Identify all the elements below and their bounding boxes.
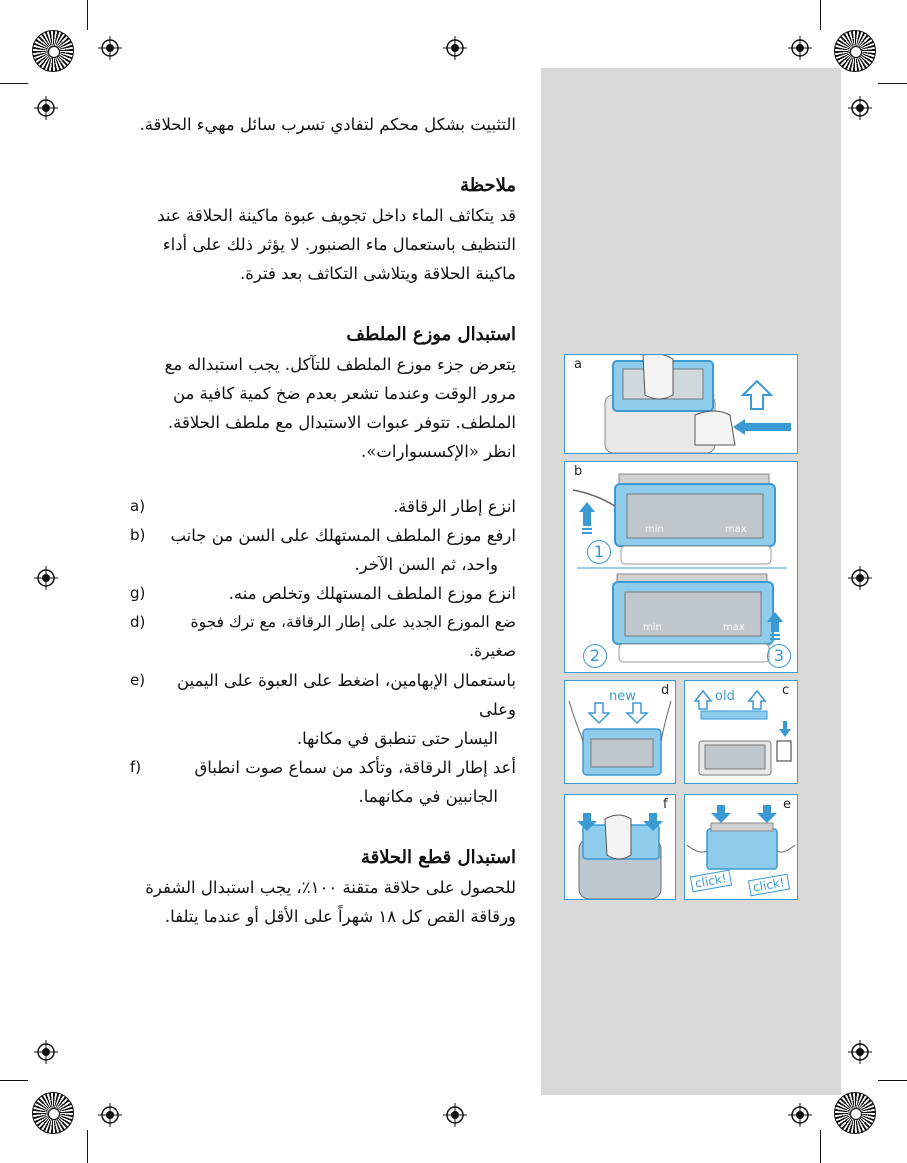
registration-mark-icon bbox=[848, 1040, 872, 1064]
min-marking: min bbox=[643, 622, 662, 633]
figure-label: e bbox=[783, 797, 791, 812]
step-text: باستعمال الإبهامين، اضغط على العبوة على اليمين وعلى bbox=[176, 671, 516, 719]
step-text: انزع موزع الملطف المستهلك وتخلص منه. bbox=[228, 584, 516, 603]
step-f bbox=[130, 753, 516, 811]
max-marking: max bbox=[725, 524, 747, 535]
instructions-text bbox=[130, 110, 516, 931]
trim-line bbox=[87, 1130, 88, 1163]
step-g bbox=[130, 579, 516, 608]
step-a bbox=[130, 492, 516, 521]
registration-mark-icon bbox=[34, 1040, 58, 1064]
registration-mark-icon bbox=[443, 36, 467, 60]
figure-label: c bbox=[782, 683, 790, 698]
step-text-continued: واحد، ثم السن الآخر. bbox=[354, 555, 498, 574]
new-label: new bbox=[609, 689, 636, 704]
figure-a bbox=[564, 354, 798, 454]
color-wheel-icon bbox=[32, 1092, 74, 1134]
old-label: old bbox=[715, 689, 735, 704]
max-marking: max bbox=[723, 622, 745, 633]
step-text: ضع الموزع الجديد على إطار الرقاقة، مع ترك فجوة صغيرة. bbox=[190, 613, 516, 660]
step-number-3: 3 bbox=[767, 644, 791, 668]
figure-label: b bbox=[574, 464, 583, 479]
figure-label: f bbox=[663, 797, 668, 812]
accessories-reference: انظر «الإكسسوارات». bbox=[361, 442, 516, 461]
registration-mark-icon bbox=[34, 566, 58, 590]
click-label-right: click! bbox=[748, 874, 790, 897]
trim-line bbox=[0, 1080, 28, 1081]
note-paragraph: قد يتكاثف الماء داخل تجويف عبوة ماكينة الحلاقة عند التنظيف باستعمال ماء الصنبور. لا يؤثر ذلك على أداء ماكينة الحلاقة ويتلاشى التكاثف بعد فترة. bbox=[157, 206, 516, 283]
trim-line bbox=[0, 83, 28, 84]
step-label: e) bbox=[130, 671, 146, 689]
figure-a-illustration bbox=[565, 355, 797, 453]
step-label: g) bbox=[130, 584, 146, 602]
registration-mark-icon bbox=[443, 1103, 467, 1127]
step-text-continued: اليسار حتى تنطبق في مكانها. bbox=[296, 729, 498, 748]
trim-line bbox=[878, 83, 907, 84]
min-marking: min bbox=[645, 524, 664, 535]
figure-c bbox=[684, 680, 798, 784]
figure-label: d bbox=[661, 683, 670, 698]
figure-e bbox=[684, 794, 798, 900]
color-wheel-icon bbox=[834, 30, 876, 72]
step-text-continued: الجانبين في مكانهما. bbox=[358, 787, 498, 806]
step-b bbox=[130, 521, 516, 579]
registration-mark-icon bbox=[788, 1103, 812, 1127]
figure-c-illustration bbox=[685, 681, 797, 783]
note-heading: ملاحظة bbox=[460, 175, 516, 196]
lubricant-body: يتعرض جزء موزع الملطف للتآكل. يجب استبداله مع مرور الوقت وعندما تشعر بعدم ضخ كمية كافية من الملطف. تتوفر عبوات الاستبدال مع ملطف الحلاقة. bbox=[164, 355, 516, 432]
cutter-heading: استبدال قطع الحلاقة bbox=[360, 847, 516, 868]
step-text: أعد إطار الرقاقة، وتأكد من سماع صوت انطباق bbox=[194, 758, 516, 777]
color-wheel-icon bbox=[834, 1092, 876, 1134]
registration-mark-icon bbox=[848, 566, 872, 590]
step-label: d) bbox=[130, 613, 146, 631]
color-wheel-icon bbox=[32, 30, 74, 72]
step-label: f) bbox=[130, 758, 142, 776]
registration-mark-icon bbox=[98, 1103, 122, 1127]
trim-line bbox=[878, 1080, 907, 1081]
figure-f bbox=[564, 794, 676, 900]
step-number-2: 2 bbox=[583, 644, 607, 668]
figure-f-illustration bbox=[565, 795, 675, 899]
step-text: ارفع موزع الملطف المستهلك على السن من جانب bbox=[170, 526, 516, 545]
trim-line bbox=[820, 0, 821, 30]
step-label: a) bbox=[130, 497, 146, 515]
registration-mark-icon bbox=[788, 36, 812, 60]
step-number-1: 1 bbox=[587, 540, 611, 564]
trim-line bbox=[820, 1130, 821, 1163]
intro-paragraph: التثبيت بشكل محكم لتفادي تسرب سائل مهيء الحلاقة. bbox=[139, 115, 516, 134]
registration-mark-icon bbox=[848, 96, 872, 120]
step-text: انزع إطار الرقاقة. bbox=[393, 497, 516, 516]
step-label: b) bbox=[130, 526, 146, 544]
step-d bbox=[130, 608, 516, 666]
trim-line bbox=[87, 0, 88, 30]
figure-d bbox=[564, 680, 676, 784]
registration-mark-icon bbox=[98, 36, 122, 60]
cutter-body: للحصول على حلاقة متقنة ١٠٠٪، يجب استبدال الشفرة ورقاقة القص كل ١٨ شهراً على الأقل أو عندما يتلفا. bbox=[145, 878, 516, 926]
figure-b-illustration bbox=[565, 462, 797, 672]
registration-mark-icon bbox=[34, 96, 58, 120]
lubricant-heading: استبدال موزع الملطف bbox=[346, 324, 516, 345]
click-label-left: click! bbox=[690, 870, 732, 893]
step-e bbox=[130, 666, 516, 753]
figure-b bbox=[564, 461, 798, 673]
steps-list bbox=[130, 492, 516, 811]
figure-label: a bbox=[574, 357, 582, 372]
